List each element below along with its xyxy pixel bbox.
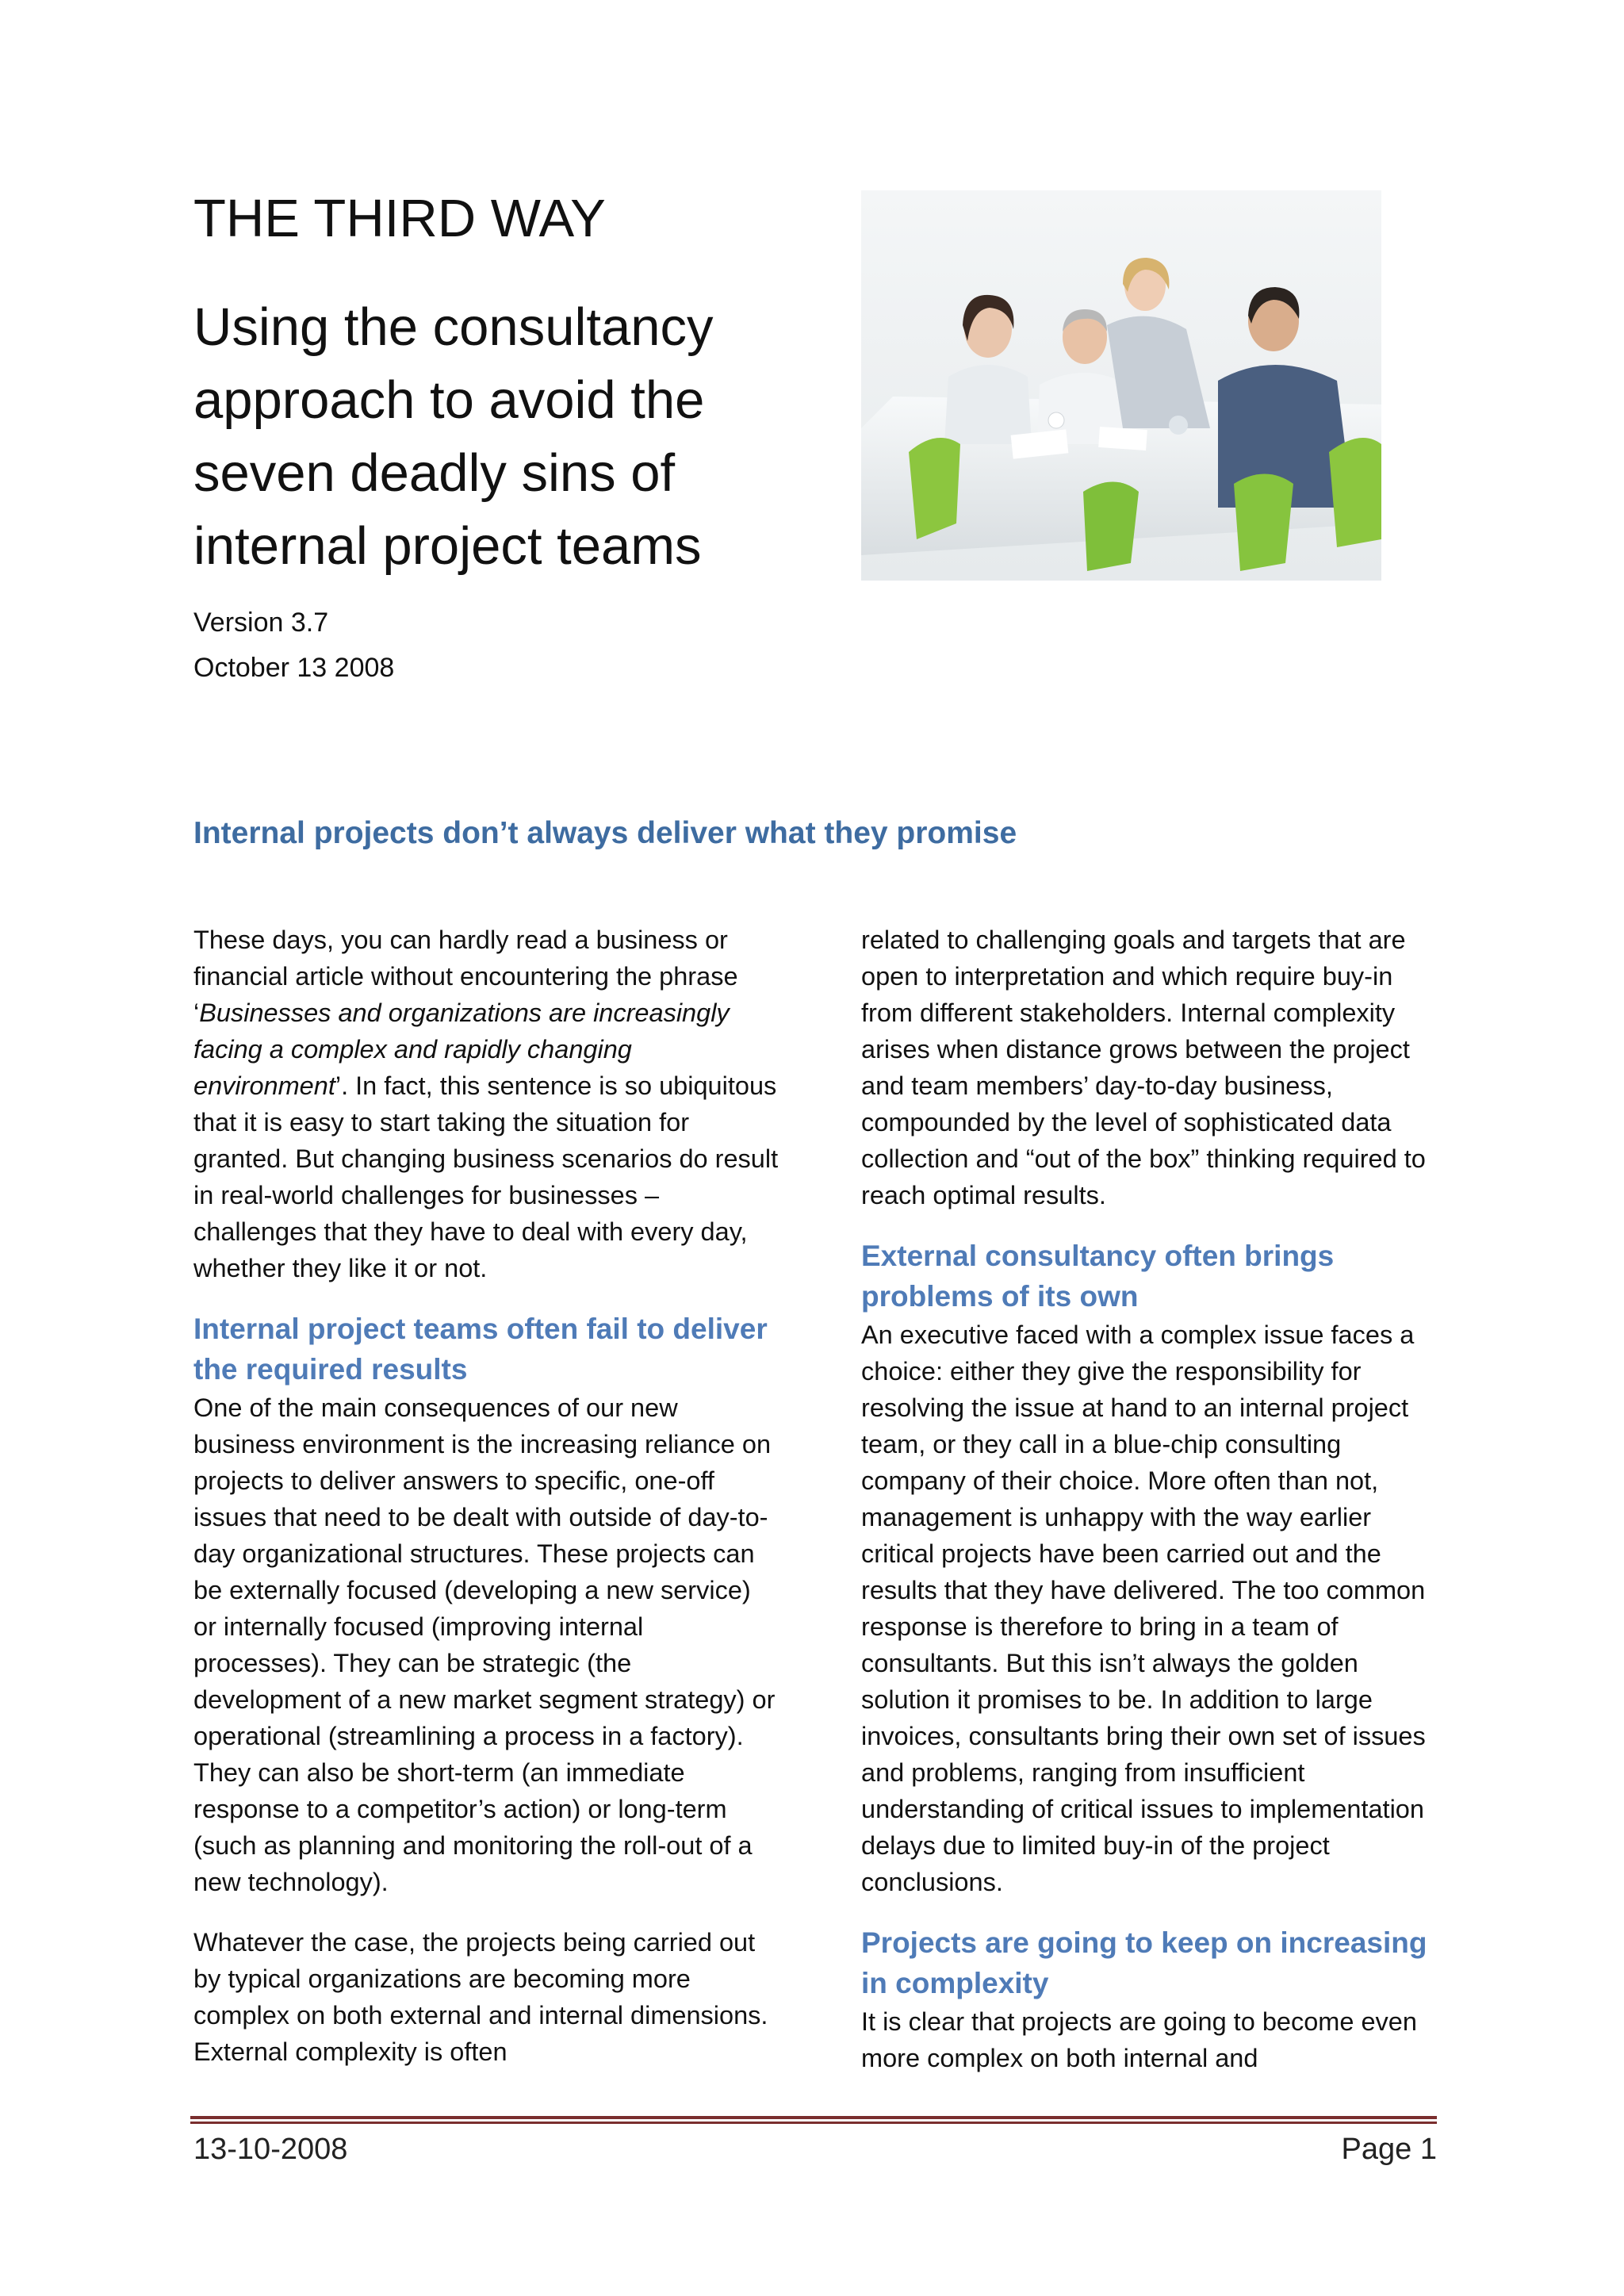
paragraph-consequences: One of the main consequences of our new business environment is the increasing reliance on projects to deliver answers to specific, one-off issues that need to be dealt with outside of day-to-day organizational structures. These projects can be externally focused (developing a new service) or internally focused (improving internal processes). They can be strategic (the development of a new market segment strategy) or operational (streamlining a process in a factory). They can also be short-term (an immediate response to a competitor’s action) or long-term (such as planning and monitoring the roll-out of a new technology). [193, 1393, 776, 1896]
document-subtitle: Using the consultancy approach to avoid the seven deadly sins of internal project teams [193, 297, 714, 576]
subheading-increasing-complexity: Projects are going to keep on increasing in complexity [861, 1926, 1427, 1999]
subheading-internal-teams: Internal project teams often fail to deliver the required results [193, 1313, 768, 1386]
document-date: October 13 2008 [193, 653, 395, 683]
intro-quote: Businesses and organizations are increasingly facing a complex and rapidly changing environment [193, 999, 730, 1100]
document-title: THE THIRD WAY [193, 189, 606, 248]
page-number: Page 1 [1341, 2133, 1437, 2166]
subheading-external-consultancy: External consultancy often brings problems of its own [861, 1240, 1335, 1313]
intro-paragraph [193, 922, 780, 1286]
paragraph-complexity: Whatever the case, the projects being carried out by typical organizations are becoming more complex on both external and internal dimensions. External complexity is often [193, 1928, 768, 2066]
footer-divider [190, 2116, 1437, 2124]
right-column [861, 922, 1444, 2076]
left-column [193, 922, 780, 2070]
section-heading: Internal projects don’t always deliver what they promise [193, 816, 1017, 850]
meeting-photo [861, 190, 1381, 581]
paragraph-future: It is clear that projects are going to become even more complex on both internal and [861, 2007, 1417, 2072]
paragraph-consultancy: An executive faced with a complex issue faces a choice: either they give the responsibility for resolving the issue at hand to an internal project team, or they call in a blue-chip consulting company of their choice. More often than not, management is unhappy with the way earlier critical projects have been carried out and the results that they have delivered. The too common response is therefore to bring in a team of consultants. But this isn’t always the golden solution it promises to be. In addition to large invoices, consultants bring their own set of issues and problems, ranging from insufficient understanding of critical issues to implementation delays due to limited buy-in of the project conclusions. [861, 1320, 1426, 1896]
intro-text-b: ’. In fact, this sentence is so ubiquitous that it is easy to start taking the situation for granted. But changing business scenarios do result in real-world challenges for businesses – challenges that they have to deal with every day, whether they like it or not. [193, 1071, 779, 1282]
document-version: Version 3.7 [193, 608, 329, 638]
footer-date: 13-10-2008 [193, 2133, 348, 2166]
intro-text-a: These days, you can hardly read a business or financial article without encountering the phrase ‘ [193, 926, 738, 1027]
paragraph-complexity-continued: related to challenging goals and targets that are open to interpretation and which require buy-in from different stakeholders. Internal complexity arises when distance grows between the project and team members’ day-to-day business, compounded by the level of sophisticated data collection and “out of the box” thinking required to reach optimal results. [861, 926, 1426, 1209]
